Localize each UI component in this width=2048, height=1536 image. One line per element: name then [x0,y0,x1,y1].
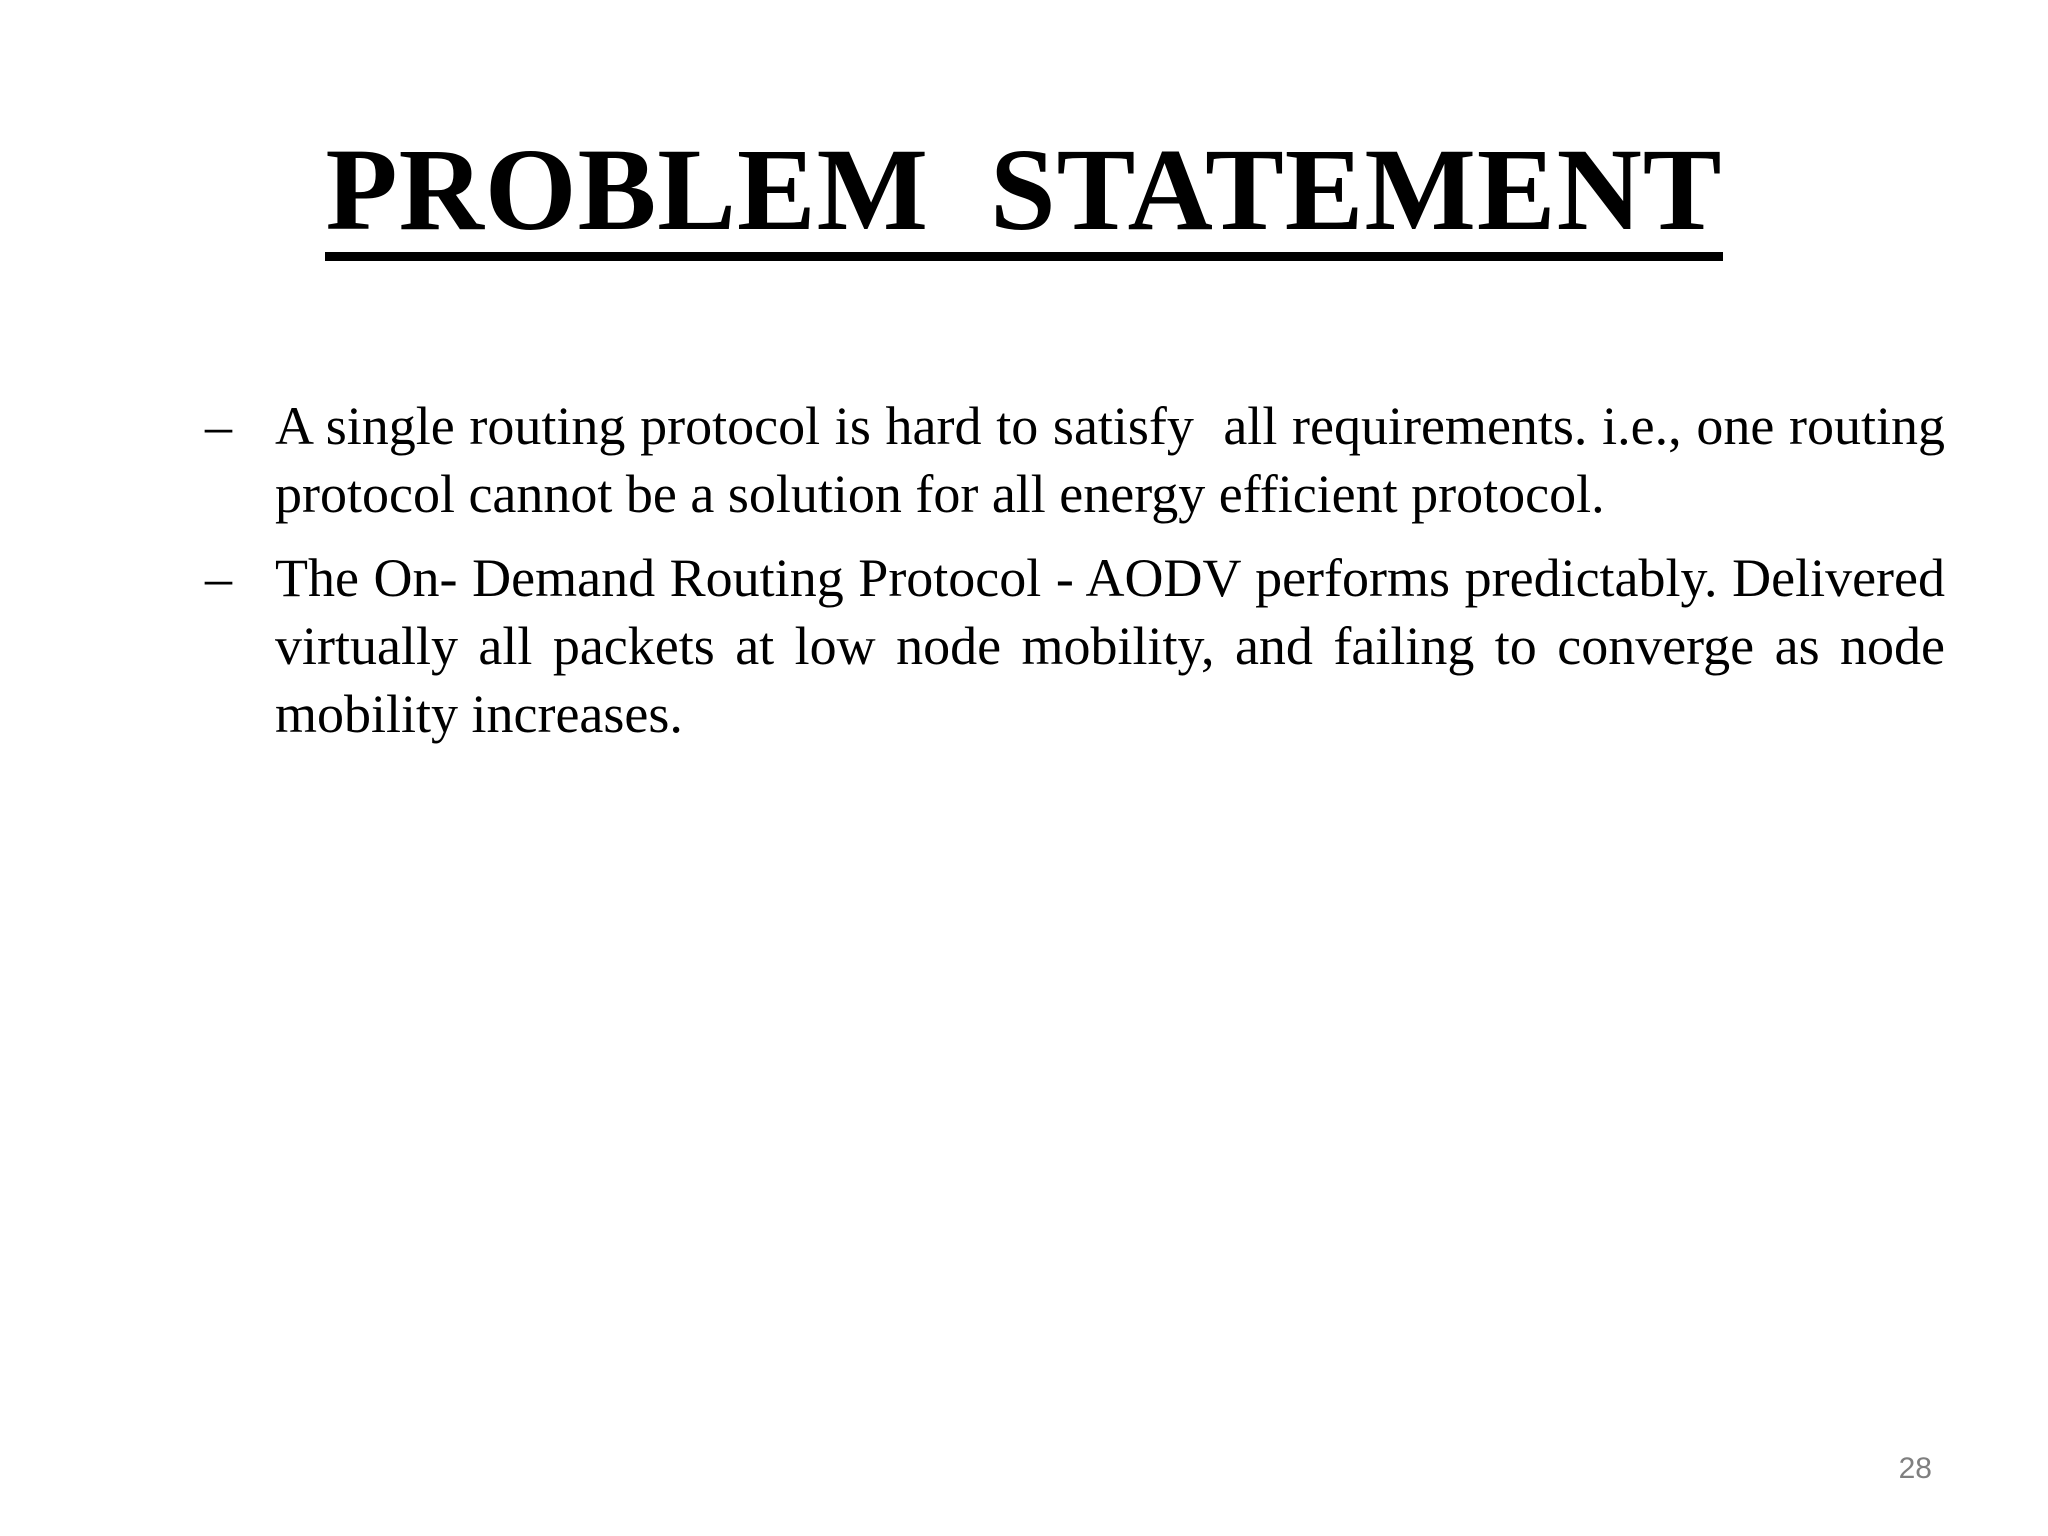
slide-title [0,124,2048,261]
bullet-item [205,544,1959,748]
page-number: 28 [1898,1452,1932,1485]
slide-title-text: PROBLEM STATEMENT [325,128,1722,261]
dash-bullet-icon: – [205,396,232,456]
dash-bullet-icon: – [205,548,232,608]
bullet-text: A single routing protocol is hard to satisfy all requirements. i.e., one routing protocol cannot be a solution for all energy efficient protocol. [275,396,1959,524]
bullet-item [205,392,1959,528]
bullet-text: The On- Demand Routing Protocol - AODV performs predictably. Delivered virtually all packets at low node mobility, and failing to converge as node mobility increases. [275,548,1959,744]
bullet-list [205,392,1959,764]
